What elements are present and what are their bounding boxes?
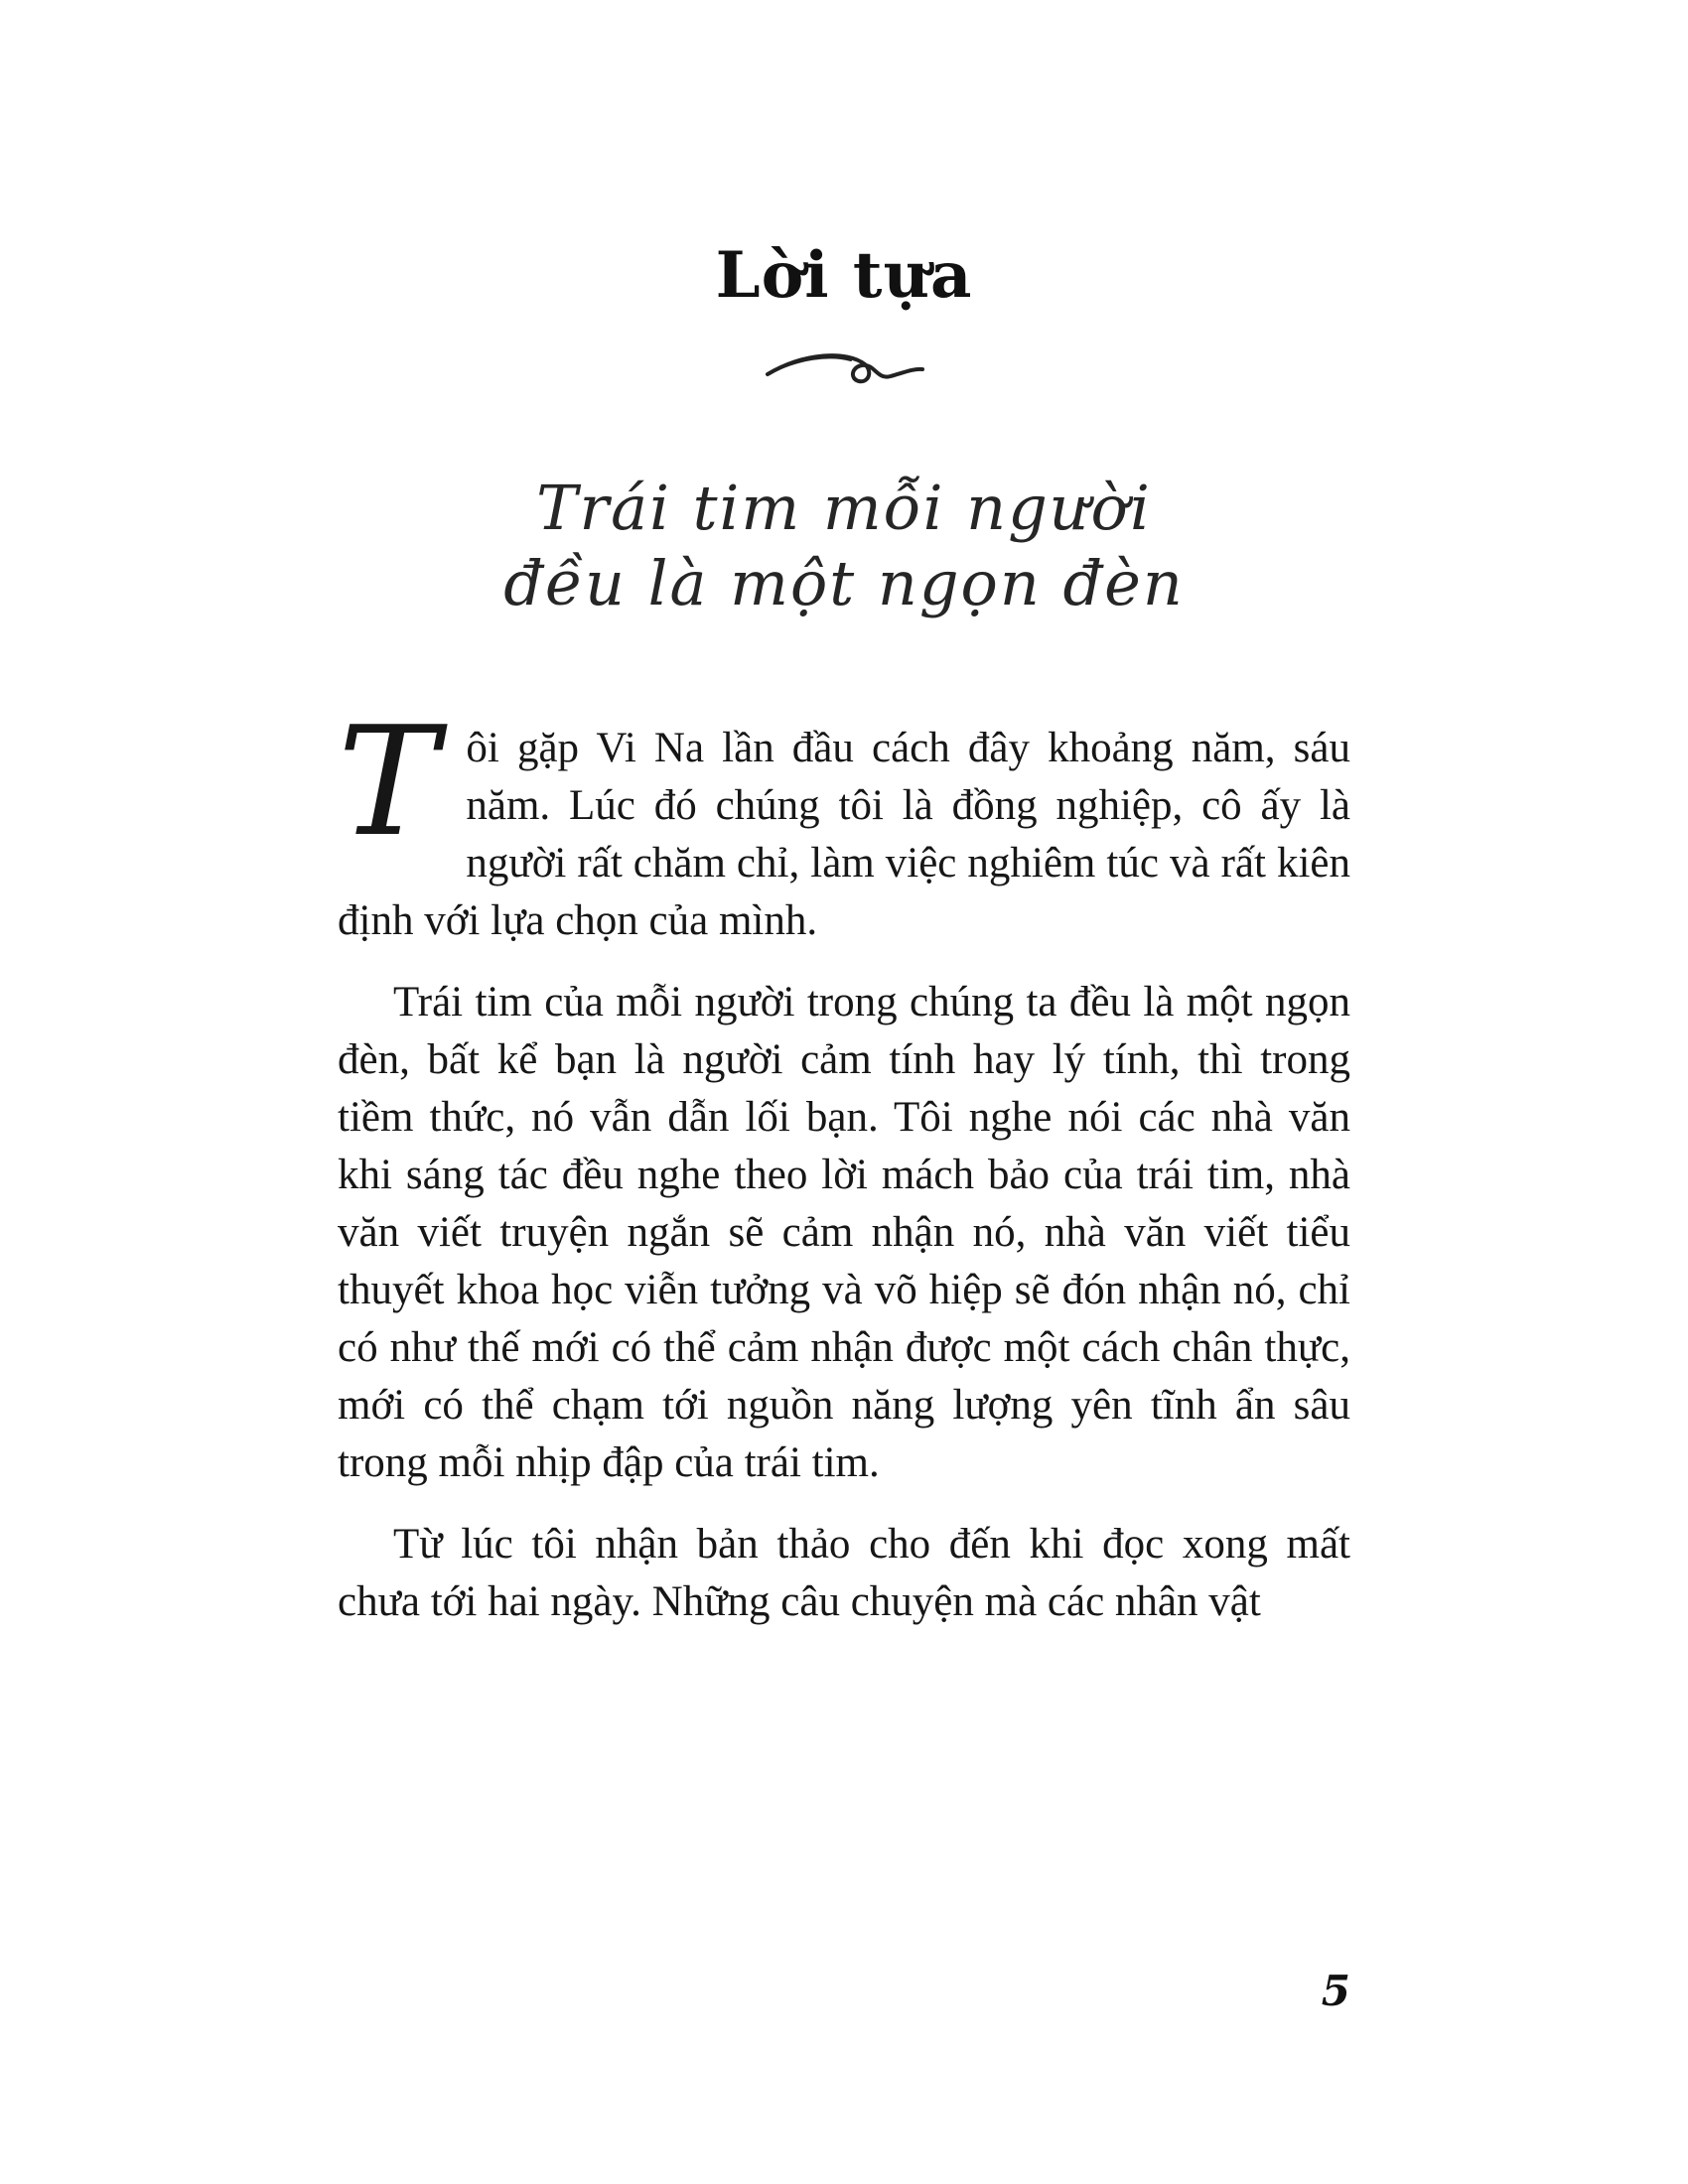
paragraph-3: Từ lúc tôi nhận bản thảo cho đến khi đọc xong mất chưa tới hai ngày. Những câu chuyện mà các nhân vật bbox=[338, 1521, 1350, 1626]
body-text bbox=[338, 694, 1350, 1631]
page-content bbox=[338, 0, 1350, 1655]
paragraph-1 bbox=[338, 694, 1350, 950]
chapter-title: Lời tựa bbox=[715, 238, 973, 313]
paragraph-2: Trái tim của mỗi người trong chúng ta đều là một ngọn đèn, bất kể bạn là người cảm tính hay lý tính, thì trong tiềm thức, nó vẫn dẫn lối bạn. Tôi nghe nói các nhà văn khi sáng tác đều nghe theo lời mách bảo của trái tim, nhà văn viết truyện ngắn sẽ cảm nhận nó, nhà văn viết tiểu thuyết khoa học viễn tưởng và võ hiệp sẽ đón nhận nó, chỉ có như thế mới có thể cảm nhận được một cách chân thực, mới có thể chạm tới nguồn năng lượng yên tĩnh ẩn sâu trong mỗi nhịp đập của trái tim. bbox=[338, 979, 1350, 1487]
chapter-subtitle-line2: đều là một ngọn đèn bbox=[503, 546, 1185, 619]
chapter-subtitle-line1: Trái tim mỗi người bbox=[536, 472, 1152, 544]
page-number: 5 bbox=[1321, 1967, 1350, 2015]
dropcap-letter: T bbox=[338, 694, 439, 871]
paragraph-1-text: ôi gặp Vi Na lần đầu cách đây khoảng năm, sáu năm. Lúc đó chúng tôi là đồng nghiệp, cô ấy là người rất chăm chỉ, làm việc nghiêm túc và rất kiên định với lựa chọn của mình. bbox=[338, 725, 1350, 945]
flourish-ornament bbox=[338, 342, 1350, 401]
chapter-subtitle bbox=[338, 471, 1350, 620]
